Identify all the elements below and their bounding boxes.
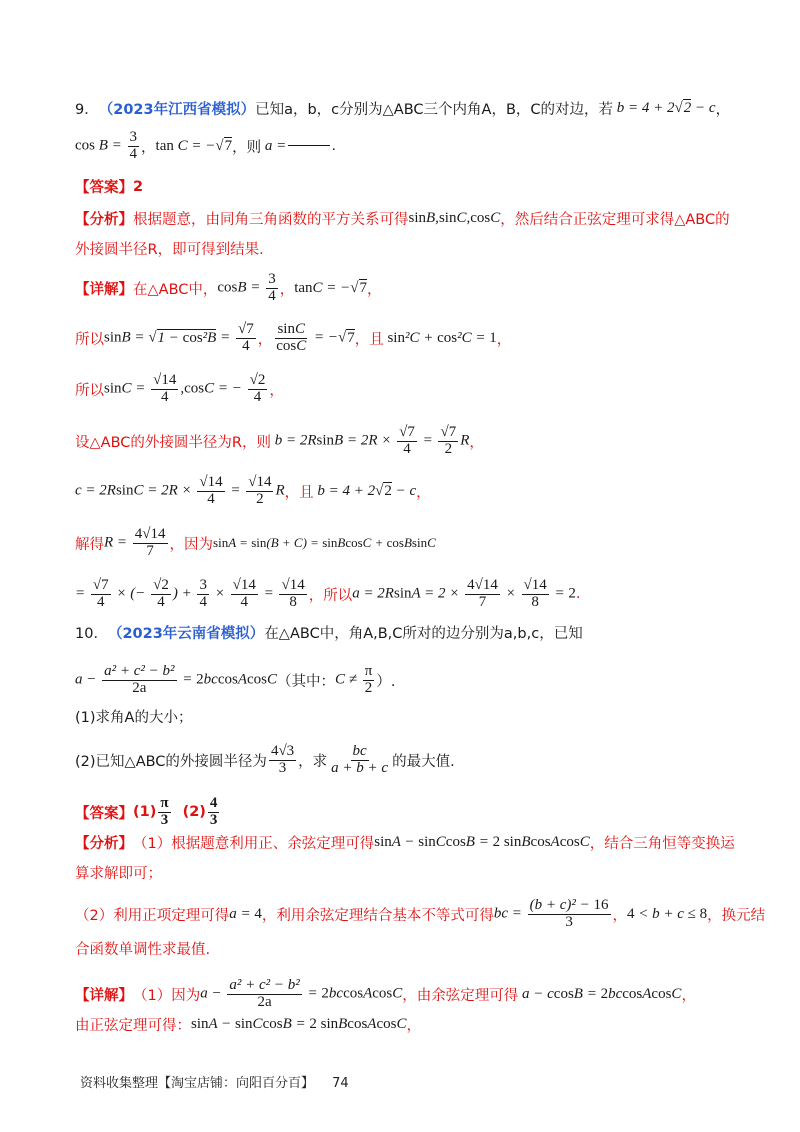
q10-analysis-text-7: 合函数单调性求最值. [75, 942, 211, 958]
q10-detail-line-2: 由正弦定理可得： sinA − sinCcosB = 2 sinBcosAcosC ， [75, 1016, 421, 1034]
q9-detail-in: 在△ABC中， [133, 281, 218, 298]
q9-analysis-text-1: 根据题意，由同角三角函数的平方关系可得 [133, 212, 409, 228]
q9-detail-tanC: tanC = −√7 [294, 279, 367, 296]
q9-sinA-value: = $\frac{√7}{4}$ × (− $\frac{√2}{4}$ ) + $\frac{3}{4}$ × $\frac{√14}{4}$ = $\frac{√14}{8}$ [75, 577, 305, 610]
q9-because: ，因为 [169, 536, 214, 553]
q9-detail-line-2: 所以 sinB = √1 − cos²B = $\frac{√7}{4}$ ， $\frac{\sin C}{\cos C}$ = −√7 ， 且 sin²C + cos²C = 1 ， [75, 321, 512, 354]
q9-so-2: 所以 [75, 382, 104, 399]
q9-a-final: a = 2RsinA = 2 × $\frac{4√14}{7}$ × $\frac{√14}{8}$ = 2 [352, 577, 576, 610]
q9-detail-tag: 【详解】 [75, 281, 133, 298]
q9-detail-line-4: 设△ABC的外接圆半径为R，则 b = 2RsinB = 2R × $\frac{√7}{4}$ = $\frac{√7}{2}$ R ， [75, 424, 484, 457]
q10-ans2-value: $\frac{4}{3}$ [209, 795, 218, 828]
q9-detail-line-5: c = 2RsinC = 2R × $\frac{√14}{4}$ = $\frac{√14}{2}$ R ， 且 b = 4 + 2√2 − c ， [75, 474, 431, 507]
q10-analysis-eq: sinA − sinCcosB = 2 sinBcosAcosC [374, 834, 590, 850]
q10-detail-3: 由正弦定理可得： [75, 1018, 191, 1034]
q10-stem-line-2: a − $\frac{\text{a² + c² − b²}}{2a}$ = 2bccosAcosC （其中： C ≠ $\frac{\pi}{2}$ ）. [75, 663, 396, 696]
q9-so-3: 所以 [323, 587, 353, 604]
q10-radius: $\frac{4√3}{3}$ [270, 743, 295, 776]
q10-detail-given: a − $\frac{\text{a² + c² − b²}}{2a}$ = 2bccosAcosC [200, 977, 403, 1010]
q9-so-1: 所以 [75, 331, 104, 348]
q9-sinC-cosC-values: sinC = $\frac{√14}{4}$ ,cosC = − $\frac{√2}{4}$ [104, 372, 266, 405]
q10-number: 10． [75, 626, 108, 642]
footer-text: 资料收集整理【淘宝店铺：向阳百分百】 [80, 1076, 315, 1091]
q9-c-eq: c = 2RsinC = 2R × $\frac{√14}{4}$ = $\frac{√14}{2}$ R [75, 474, 285, 507]
q10-answer-tag: 【答案】 [75, 805, 133, 822]
q9-sinA-expansion: sinA = sin(B + C) = sinBcosC + cosBsinC [213, 535, 436, 551]
q9-detail-line-6 [75, 527, 740, 560]
q10-answer-line [75, 796, 740, 829]
q9-answer-line [75, 176, 740, 197]
q9-and-2: 且 [299, 484, 314, 501]
q10-analysis-text-1: （1）根据题意利用正、余弦定理可得 [133, 836, 375, 852]
q10-part2-c: 的最大值. [392, 753, 455, 770]
q10-detail-1: （1）因为 [133, 987, 201, 1004]
q9-analysis-math: sinB,sinC,cosC [408, 210, 501, 226]
q10-detail-tag: 【详解】 [75, 987, 133, 1004]
q10-detail-sine: sinA − sinCcosB = 2 sinBcosAcosC [191, 1016, 407, 1032]
q9-detail-line-3: 所以 sinC = $\frac{√14}{4}$ ,cosC = − $\frac{√2}{4}$ ， [75, 372, 284, 405]
q9-let: 设△ABC的外接圆半径为R，则 [75, 434, 271, 451]
q10-analysis-line-3: （2）利用正项定理可得 a = 4 ，利用余弦定理结合基本不等式可得 bc = $\frac{\text{(b + c)² − 16}}{3}$ ， 4 < b + c ≤ 8 ，换元结 [75, 897, 766, 930]
q10-analysis-line-1 [75, 832, 740, 853]
q10-bc-eq: bc = $\frac{\text{(b + c)² − 16}}{3}$ [493, 897, 609, 930]
q9-analysis-text-2: ，然后结合正弦定理可求得△ABC的 [500, 212, 730, 228]
q9-detail-line-1: 【详解】 在△ABC中， cosB = $\frac{3}{4}$ ， tanC = −√7 ， [75, 271, 382, 304]
q10-stem-text: 在△ABC中，角A,B,C所对的边分别为a,b,c，已知 [264, 626, 583, 642]
q9-detail-cosB: cosB = $\frac{3}{4}$ [217, 271, 276, 304]
q10-ans1-value: $\frac{\pi}{3}$ [160, 795, 169, 828]
q9-analysis-text-3: 外接圆半径R，即可得到结果. [75, 242, 264, 258]
page-number: 74 [332, 1076, 349, 1091]
q10-detail-2: ，由余弦定理可得 [402, 987, 519, 1004]
q10-analysis-text-3: 算求解即可； [75, 866, 162, 882]
q10-given-eq: a − $\frac{\text{a² + c² − b²}}{2a}$ = 2bccosAcosC [75, 663, 278, 696]
q9-stem-line: 9． （2023年江西省模拟） 已知a，b，c分别为△ABC三个内角A，B，C的对边，若 b = 4 + 2√2 − c ， [75, 100, 731, 118]
q10-part2-a: (2)已知△ABC的外接圆半径为 [75, 753, 267, 770]
q10-range: 4 < b + c ≤ 8 [627, 905, 708, 922]
q10-a-eq-4: a = 4 [229, 905, 262, 922]
q9-tanC: tan C = −√7 [155, 137, 233, 154]
q10-analysis-text-5: ，利用余弦定理结合基本不等式可得 [261, 907, 494, 924]
q10-part1-line [75, 706, 740, 727]
q9-stem-line-2: cos B = $\frac{3}{4}$ ， tan C = −√7 ， 则 a = . [75, 129, 336, 162]
q9-b-condition: b = 4 + 2√2 − c [313, 482, 417, 499]
q10-detail-line-1: 【详解】 （1）因为 a − $\frac{\text{a² + c² − b²}}{2a}$ = 2bccosAcosC ，由余弦定理可得 a − ccosB = 2bccosAcosC ， [75, 977, 696, 1010]
q10-stem-line [75, 622, 740, 643]
q9-b-eq: b = 2RsinB = 2R × $\frac{√7}{4}$ = $\frac{√7}{2}$ R [270, 424, 470, 457]
q9-stem-text: 已知a，b，c分别为△ABC三个内角A，B，C的对边，若 [255, 102, 614, 118]
q9-answer-value: 2 [133, 178, 144, 195]
q9-answer-tag: 【答案】 [75, 180, 133, 196]
page-footer [80, 1072, 349, 1091]
q10-target-frac: $\frac{bc}{a + b + c}$ [331, 743, 389, 776]
q9-source: （2023年江西省模拟） [98, 102, 256, 118]
q9-then: 则 [246, 139, 262, 156]
q9-detail-line-7: = $\frac{√7}{4}$ × (− $\frac{√2}{4}$ ) + $\frac{3}{4}$ × $\frac{√14}{4}$ = $\frac{√14}{8}$ ， 所以 a = 2RsinA = 2 × $\frac{4√14}{7}$ × $\frac{√14}{8}$ = 2 . [75, 577, 581, 610]
q10-part2-line [75, 744, 740, 777]
q9-and-1: 且 [369, 331, 384, 348]
q9-sinB-eq: sinB = √1 − cos²B = $\frac{√7}{4}$ [104, 321, 254, 354]
q10-analysis-line-2 [75, 862, 740, 883]
q10-part1: (1)求角A的大小； [75, 710, 193, 726]
q9-identity: sin²C + cos²C = 1 [387, 329, 497, 346]
q10-part2-b: ，求 [298, 753, 328, 770]
q10-where: （其中： [277, 673, 336, 690]
q9-analysis-tag: 【分析】 [75, 212, 133, 228]
q10-detail-cosine: a − ccosB = 2bccosAcosC [518, 985, 682, 1002]
q10-C-condition: C ≠ $\frac{\pi}{2}$ [335, 663, 373, 696]
q9-analysis-line-1 [75, 208, 740, 229]
q10-source: （2023年云南省模拟） [107, 626, 265, 642]
q10-analysis-text-6: ，换元结 [707, 907, 766, 924]
q10-ans2-label: (2) [182, 804, 206, 821]
q9-answer-blank: a = . [261, 137, 336, 154]
q10-analysis-tag: 【分析】 [75, 836, 133, 852]
q9-cosB: cos B = $\frac{3}{4}$ [75, 129, 138, 162]
q10-analysis-line-4 [75, 938, 740, 959]
q9-condition-b: b = 4 + 2√2 − c [613, 100, 716, 116]
q9-solve: 解得 [75, 536, 104, 553]
q10-ans1-label: (1) [133, 804, 157, 821]
q9-R-value: R = $\frac{4√14}{7}$ [104, 526, 166, 559]
q10-analysis-text-2: ，结合三角恒等变换运 [589, 836, 735, 852]
q9-analysis-line-2 [75, 238, 740, 259]
q10-analysis-text-4: （2）利用正项定理可得 [75, 907, 230, 924]
q9-number: 9． [75, 102, 99, 118]
q9-sinC-cosC-ratio: $\frac{\sin C}{\cos C}$ = −√7 [276, 321, 355, 354]
